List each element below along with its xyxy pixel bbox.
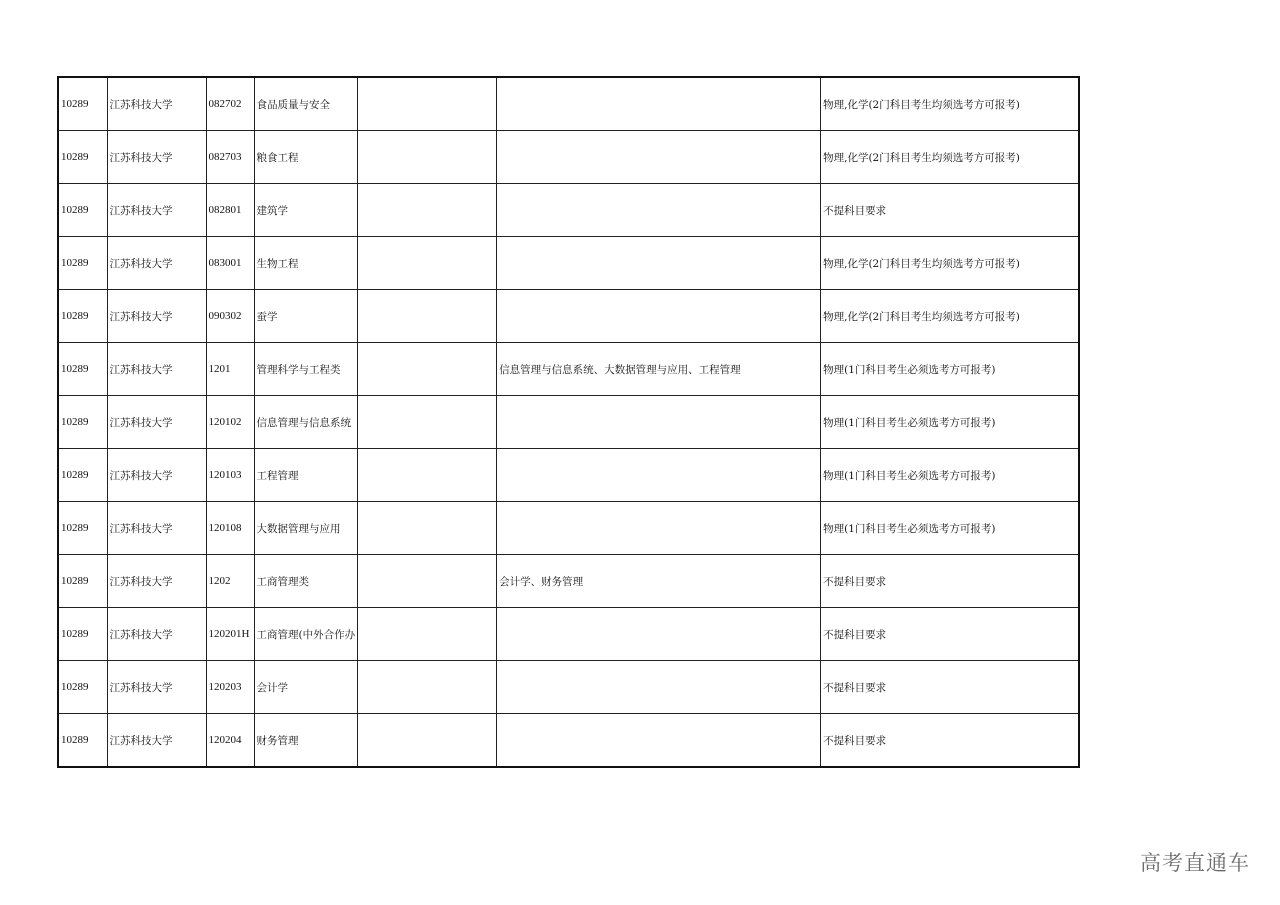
watermark-logo: 高考直通车: [1140, 851, 1250, 875]
major-code-cell: 1201: [206, 343, 254, 396]
school-code-cell: 10289: [58, 661, 107, 714]
major-code-cell: 083001: [206, 237, 254, 290]
empty-cell: [358, 184, 497, 237]
major-code-cell: 120201H: [206, 608, 254, 661]
included-majors-cell: [497, 290, 821, 343]
school-code-cell: 10289: [58, 184, 107, 237]
major-code-cell: 082703: [206, 131, 254, 184]
subject-requirement-cell: 不提科目要求: [821, 555, 1079, 608]
major-name-cell: 大数据管理与应用: [254, 502, 358, 555]
school-code-cell: 10289: [58, 502, 107, 555]
major-name-cell: 食品质量与安全: [254, 77, 358, 131]
major-name-cell: 财务管理: [254, 714, 358, 768]
major-code-cell: 082801: [206, 184, 254, 237]
major-name-cell: 信息管理与信息系统: [254, 396, 358, 449]
included-majors-cell: [497, 661, 821, 714]
table-row: [58, 608, 1079, 661]
school-name-cell: 江苏科技大学: [107, 131, 206, 184]
included-majors-cell: [497, 608, 821, 661]
major-name-cell: 工商管理(中外合作办: [254, 608, 358, 661]
major-code-cell: 090302: [206, 290, 254, 343]
school-name-cell: 江苏科技大学: [107, 502, 206, 555]
major-name-cell: 管理科学与工程类: [254, 343, 358, 396]
major-code-cell: 120102: [206, 396, 254, 449]
included-majors-cell: [497, 77, 821, 131]
table-row: [58, 449, 1079, 502]
included-majors-cell: [497, 396, 821, 449]
major-name-cell: 工商管理类: [254, 555, 358, 608]
school-name-cell: 江苏科技大学: [107, 555, 206, 608]
major-name-cell: 会计学: [254, 661, 358, 714]
subject-requirement-cell: 物理,化学(2门科目考生均须选考方可报考): [821, 290, 1079, 343]
school-name-cell: 江苏科技大学: [107, 77, 206, 131]
included-majors-cell: 信息管理与信息系统、大数据管理与应用、工程管理: [497, 343, 821, 396]
empty-cell: [358, 608, 497, 661]
major-code-cell: 120204: [206, 714, 254, 768]
table-row: [58, 661, 1079, 714]
empty-cell: [358, 237, 497, 290]
major-name-cell: 建筑学: [254, 184, 358, 237]
school-name-cell: 江苏科技大学: [107, 449, 206, 502]
school-name-cell: 江苏科技大学: [107, 237, 206, 290]
school-code-cell: 10289: [58, 290, 107, 343]
empty-cell: [358, 714, 497, 768]
school-name-cell: 江苏科技大学: [107, 661, 206, 714]
school-name-cell: 江苏科技大学: [107, 290, 206, 343]
school-name-cell: 江苏科技大学: [107, 343, 206, 396]
empty-cell: [358, 77, 497, 131]
major-name-cell: 蚕学: [254, 290, 358, 343]
school-name-cell: 江苏科技大学: [107, 396, 206, 449]
empty-cell: [358, 502, 497, 555]
school-code-cell: 10289: [58, 608, 107, 661]
subject-requirement-cell: 物理(1门科目考生必须选考方可报考): [821, 343, 1079, 396]
school-name-cell: 江苏科技大学: [107, 608, 206, 661]
table-row: [58, 714, 1079, 768]
empty-cell: [358, 449, 497, 502]
subject-requirement-cell: 不提科目要求: [821, 184, 1079, 237]
included-majors-cell: 会计学、财务管理: [497, 555, 821, 608]
major-code-cell: 120203: [206, 661, 254, 714]
table-body: [58, 77, 1079, 767]
major-code-cell: 1202: [206, 555, 254, 608]
major-name-cell: 粮食工程: [254, 131, 358, 184]
major-code-cell: 120103: [206, 449, 254, 502]
table-row: [58, 555, 1079, 608]
table-row: [58, 290, 1079, 343]
major-name-cell: 工程管理: [254, 449, 358, 502]
school-code-cell: 10289: [58, 343, 107, 396]
subject-requirement-cell: 物理(1门科目考生必须选考方可报考): [821, 396, 1079, 449]
included-majors-cell: [497, 184, 821, 237]
empty-cell: [358, 396, 497, 449]
empty-cell: [358, 343, 497, 396]
school-code-cell: 10289: [58, 77, 107, 131]
included-majors-cell: [497, 502, 821, 555]
included-majors-cell: [497, 449, 821, 502]
subject-requirement-cell: 不提科目要求: [821, 714, 1079, 768]
table-row: [58, 502, 1079, 555]
empty-cell: [358, 290, 497, 343]
subject-requirement-cell: 物理,化学(2门科目考生均须选考方可报考): [821, 77, 1079, 131]
school-name-cell: 江苏科技大学: [107, 714, 206, 768]
subject-requirement-cell: 物理,化学(2门科目考生均须选考方可报考): [821, 237, 1079, 290]
school-code-cell: 10289: [58, 449, 107, 502]
table-row: [58, 131, 1079, 184]
major-name-cell: 生物工程: [254, 237, 358, 290]
school-code-cell: 10289: [58, 555, 107, 608]
major-code-cell: 082702: [206, 77, 254, 131]
school-code-cell: 10289: [58, 396, 107, 449]
subject-requirement-cell: 不提科目要求: [821, 608, 1079, 661]
school-code-cell: 10289: [58, 131, 107, 184]
subject-requirement-cell: 物理,化学(2门科目考生均须选考方可报考): [821, 131, 1079, 184]
empty-cell: [358, 131, 497, 184]
school-name-cell: 江苏科技大学: [107, 184, 206, 237]
empty-cell: [358, 555, 497, 608]
subject-requirement-cell: 不提科目要求: [821, 661, 1079, 714]
major-code-cell: 120108: [206, 502, 254, 555]
subject-requirement-cell: 物理(1门科目考生必须选考方可报考): [821, 502, 1079, 555]
table-row: [58, 184, 1079, 237]
table-row: [58, 343, 1079, 396]
included-majors-cell: [497, 237, 821, 290]
included-majors-cell: [497, 131, 821, 184]
table-row: [58, 396, 1079, 449]
table-row: [58, 77, 1079, 131]
subject-requirement-table: [57, 76, 1080, 768]
included-majors-cell: [497, 714, 821, 768]
empty-cell: [358, 661, 497, 714]
school-code-cell: 10289: [58, 237, 107, 290]
school-code-cell: 10289: [58, 714, 107, 768]
table-row: [58, 237, 1079, 290]
subject-requirement-cell: 物理(1门科目考生必须选考方可报考): [821, 449, 1079, 502]
